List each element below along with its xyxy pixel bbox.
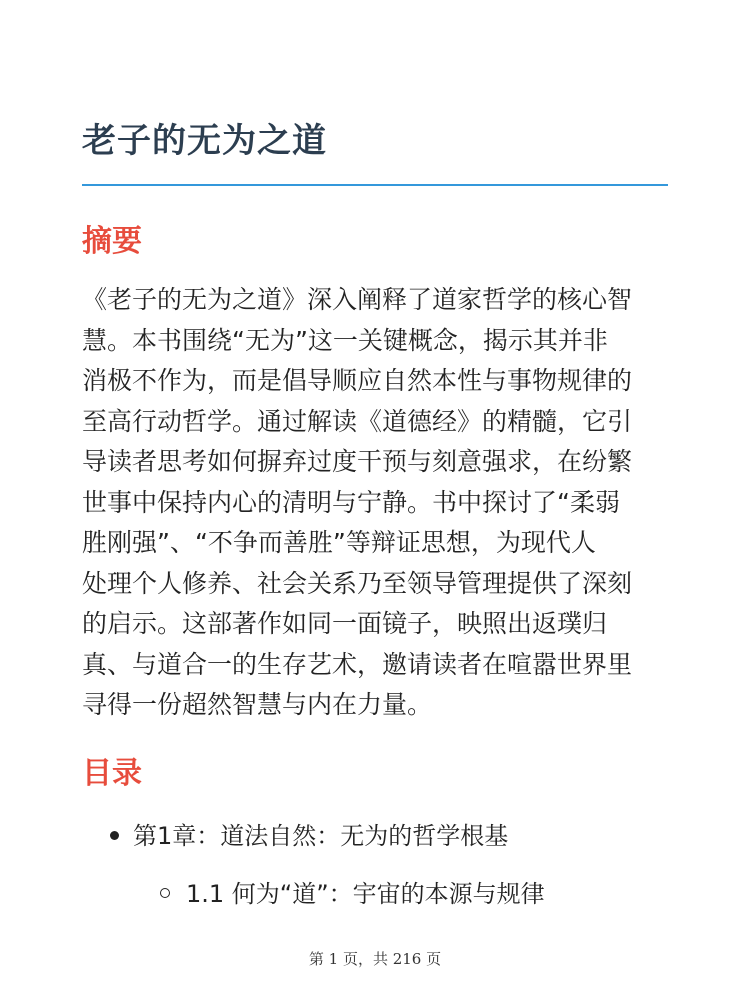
page-number-footer: 第 1 页，共 216 页 [308, 950, 442, 968]
abstract-line: 消极不作为，而是倡导顺应自然本性与事物规律的 [82, 366, 633, 395]
toc-item-label: 1.1 何为“道”：宇宙的本源与规律 [186, 880, 545, 908]
abstract-line: 至高行动哲学。通过解读《道德经》的精髓，它引 [82, 406, 633, 436]
abstract-line: 世事中保持内心的清明与宁静。书中探讨了“柔弱 [82, 487, 620, 517]
abstract-line: 胜刚强”、“不争而善胜”等辩证思想，为现代人 [82, 528, 596, 557]
abstract-line: 《老子的无为之道》深入阐释了道家哲学的核心智 [82, 285, 633, 314]
toc-item-chapter-1[interactable] [110, 816, 508, 856]
page-title: 老子的无为之道 [82, 121, 327, 161]
abstract-line: 真、与道合一的生存艺术，邀请读者在喧嚣世界里 [82, 649, 633, 679]
abstract-paragraph [82, 280, 682, 726]
abstract-line: 慧。本书围绕“无为”这一关键概念，揭示其并非 [82, 325, 608, 355]
toc-heading: 目录 [82, 756, 142, 791]
bullet-circle-icon [160, 888, 170, 898]
abstract-line: 导读者思考如何摒弃过度干预与刻意强求，在纷繁 [82, 447, 633, 476]
toc-item-section-1-1[interactable] [160, 874, 545, 914]
abstract-line: 的启示。这部著作如同一面镜子，映照出返璞归 [82, 609, 608, 638]
toc-item-label: 第1章：道法自然：无为的哲学根基 [133, 822, 509, 850]
abstract-line: 寻得一份超然智慧与内在力量。 [82, 690, 433, 719]
abstract-heading: 摘要 [82, 224, 142, 259]
bullet-disc-icon [110, 831, 119, 840]
abstract-line: 处理个人修养、社会关系乃至领导管理提供了深刻 [82, 568, 633, 598]
title-divider [82, 184, 668, 186]
